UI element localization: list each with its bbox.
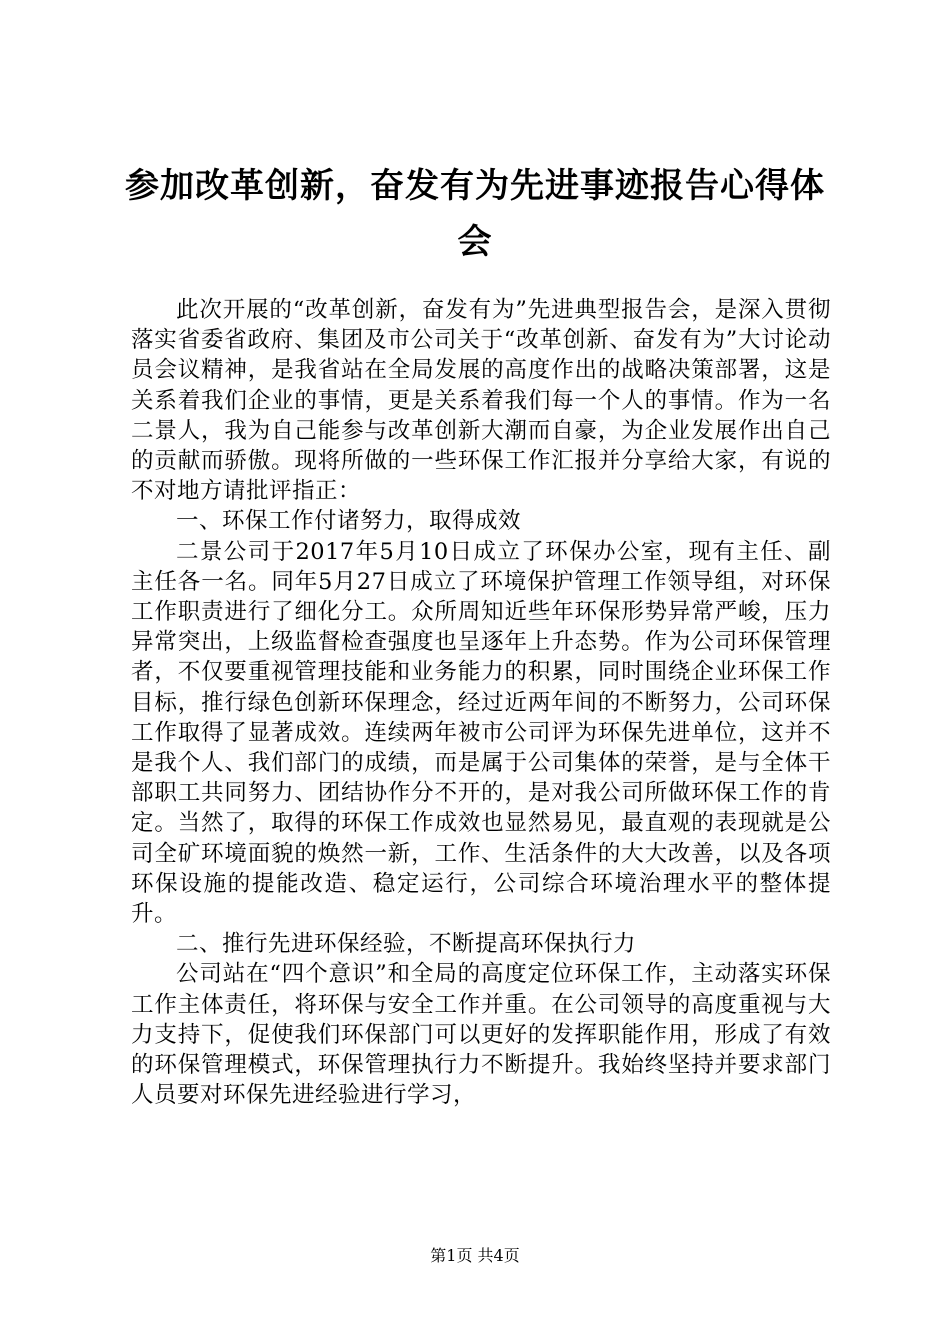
paragraph-section-1: 二景公司于2017年5月10日成立了环保办公室，现有主任、副主任各一名。同年5月27日成立了环境保护管理工作领导组，对环保工作职责进行了细化分工。众所周知近些年环保形势异常严峻，压力异常突出，上级监督检查强度也呈逐年上升态势。作为公司环保管理者，不仅要重视管理技能和业务能力的积累，同时围绕企业环保工作目标，推行绿色创新环保理念，经过近两年间的不断努力，公司环保工作取得了显著成效。连续两年被市公司评为环保先进单位，这并不是我个人、我们部门的成绩，而是属于公司集体的荣誉，是与全体干部职工共同努力、团结协作分不开的，是对我公司所做环保工作的肯定。当然了，取得的环保工作成效也显然易见，最直观的表现就是公司全矿环境面貌的焕然一新，工作、生活条件的大大改善，以及各项环保设施的提能改造、稳定运行，公司综合环境治理水平的整体提升。	[131, 538, 831, 928]
document-title: 参加改革创新，奋发有为先进事迹报告心得体会	[125, 166, 825, 262]
document-body	[131, 295, 831, 1110]
page-footer: 第1页 共4页	[430, 1246, 520, 1265]
section-heading-1: 一、环保工作付诸努力，取得成效	[176, 508, 522, 535]
paragraph-intro: 此次开展的“改革创新，奋发有为”先进典型报告会，是深入贯彻落实省委省政府、集团及市公司关于“改革创新、奋发有为”大讨论动员会议精神，是我省站在全局发展的高度作出的战略决策部署，这是关系着我们企业的事情，更是关系着我们每一个人的事情。作为一名二景人，我为自己能参与改革创新大潮而自豪，为企业发展作出自己的贡献而骄傲。现将所做的一些环保工作汇报并分享给大家，有说的不对地方请批评指正：	[131, 297, 831, 505]
paragraph-section-2: 公司站在“四个意识”和全局的高度定位环保工作，主动落实环保工作主体责任，将环保与安全工作并重。在公司领导的高度重视与大力支持下，促使我们环保部门可以更好的发挥职能作用，形成了有效的环保管理模式，环保管理执行力不断提升。我始终坚持并要求部门人员要对环保先进经验进行学习，	[131, 961, 831, 1109]
section-heading-2: 二、推行先进环保经验，不断提高环保执行力	[176, 931, 637, 958]
